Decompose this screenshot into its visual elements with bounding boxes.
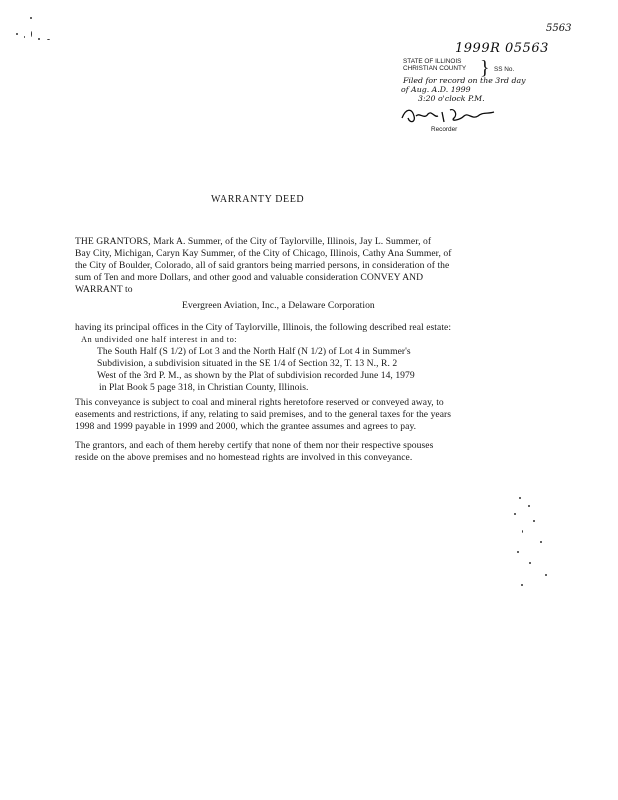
property-line: West of the 3rd P. M., as shown by the Plat of subdivision recorded June 14, 1979 bbox=[97, 370, 415, 381]
grantors-line: THE GRANTORS, Mark A. Summer, of the City of Taylorville, Illinois, Jay L. Summer, of bbox=[75, 236, 432, 247]
stamp-county: CHRISTIAN COUNTY bbox=[403, 65, 467, 72]
stamp-of-line: of Aug. A.D. 1999 bbox=[401, 85, 471, 94]
stamp-filed-line: Filed for record on the 3rd day bbox=[403, 76, 526, 85]
conveyance-line: easements and restrictions, if any, relating to said premises, and to the general taxes for the years bbox=[75, 409, 452, 420]
page-title: WARRANTY DEED bbox=[211, 194, 305, 205]
grantors-line: sum of Ten and more Dollars, and other good and valuable consideration CONVEY AND bbox=[75, 272, 424, 283]
stamp-ss: SS No. bbox=[494, 66, 515, 73]
homestead-line: The grantors, and each of them hereby certify that none of them nor their respective spouses bbox=[75, 440, 434, 451]
conveyance-line: This conveyance is subject to coal and mineral rights heretofore reserved or conveyed away, to bbox=[75, 397, 444, 408]
homestead-line: reside on the above premises and no homestead rights are involved in this conveyance. bbox=[75, 452, 413, 463]
conveyance-line: 1998 and 1999 payable in 1999 and 2000, which the grantee assumes and agrees to pay. bbox=[75, 421, 417, 432]
grantors-line: Bay City, Michigan, Caryn Kay Summer, of the City of Chicago, Illinois, Cathy Ana Summer, of bbox=[75, 248, 452, 259]
property-intro: having its principal offices in the City of Taylorville, Illinois, the following described real estate: bbox=[75, 322, 452, 333]
property-line: Subdivision, a subdivision situated in the SE 1/4 of Section 32, T. 13 N., R. 2 bbox=[97, 358, 398, 369]
grantors-line: the City of Boulder, Colorado, all of said grantors being married persons, in consideration of the bbox=[75, 260, 450, 271]
stamp-oclock-line: 3:20 o'clock P.M. bbox=[418, 94, 485, 103]
stamp-state: STATE OF ILLINOIS bbox=[403, 58, 462, 65]
property-interest: An undivided one half interest in and to: bbox=[81, 335, 238, 344]
grantors-line: WARRANT to bbox=[75, 284, 133, 295]
page-reference: 5563 bbox=[546, 23, 572, 34]
stamp-brace: } bbox=[480, 57, 490, 79]
grantee-name: Evergreen Aviation, Inc., a Delaware Corporation bbox=[182, 300, 375, 311]
property-line: in Plat Book 5 page 318, in Christian County, Illinois. bbox=[99, 382, 309, 393]
document-number: 1999R 05563 bbox=[455, 41, 549, 56]
property-line: The South Half (S 1/2) of Lot 3 and the North Half (N 1/2) of Lot 4 in Summer's bbox=[97, 346, 411, 357]
recorder-signature bbox=[398, 104, 498, 126]
stamp-recorder-label: Recorder bbox=[431, 126, 458, 133]
